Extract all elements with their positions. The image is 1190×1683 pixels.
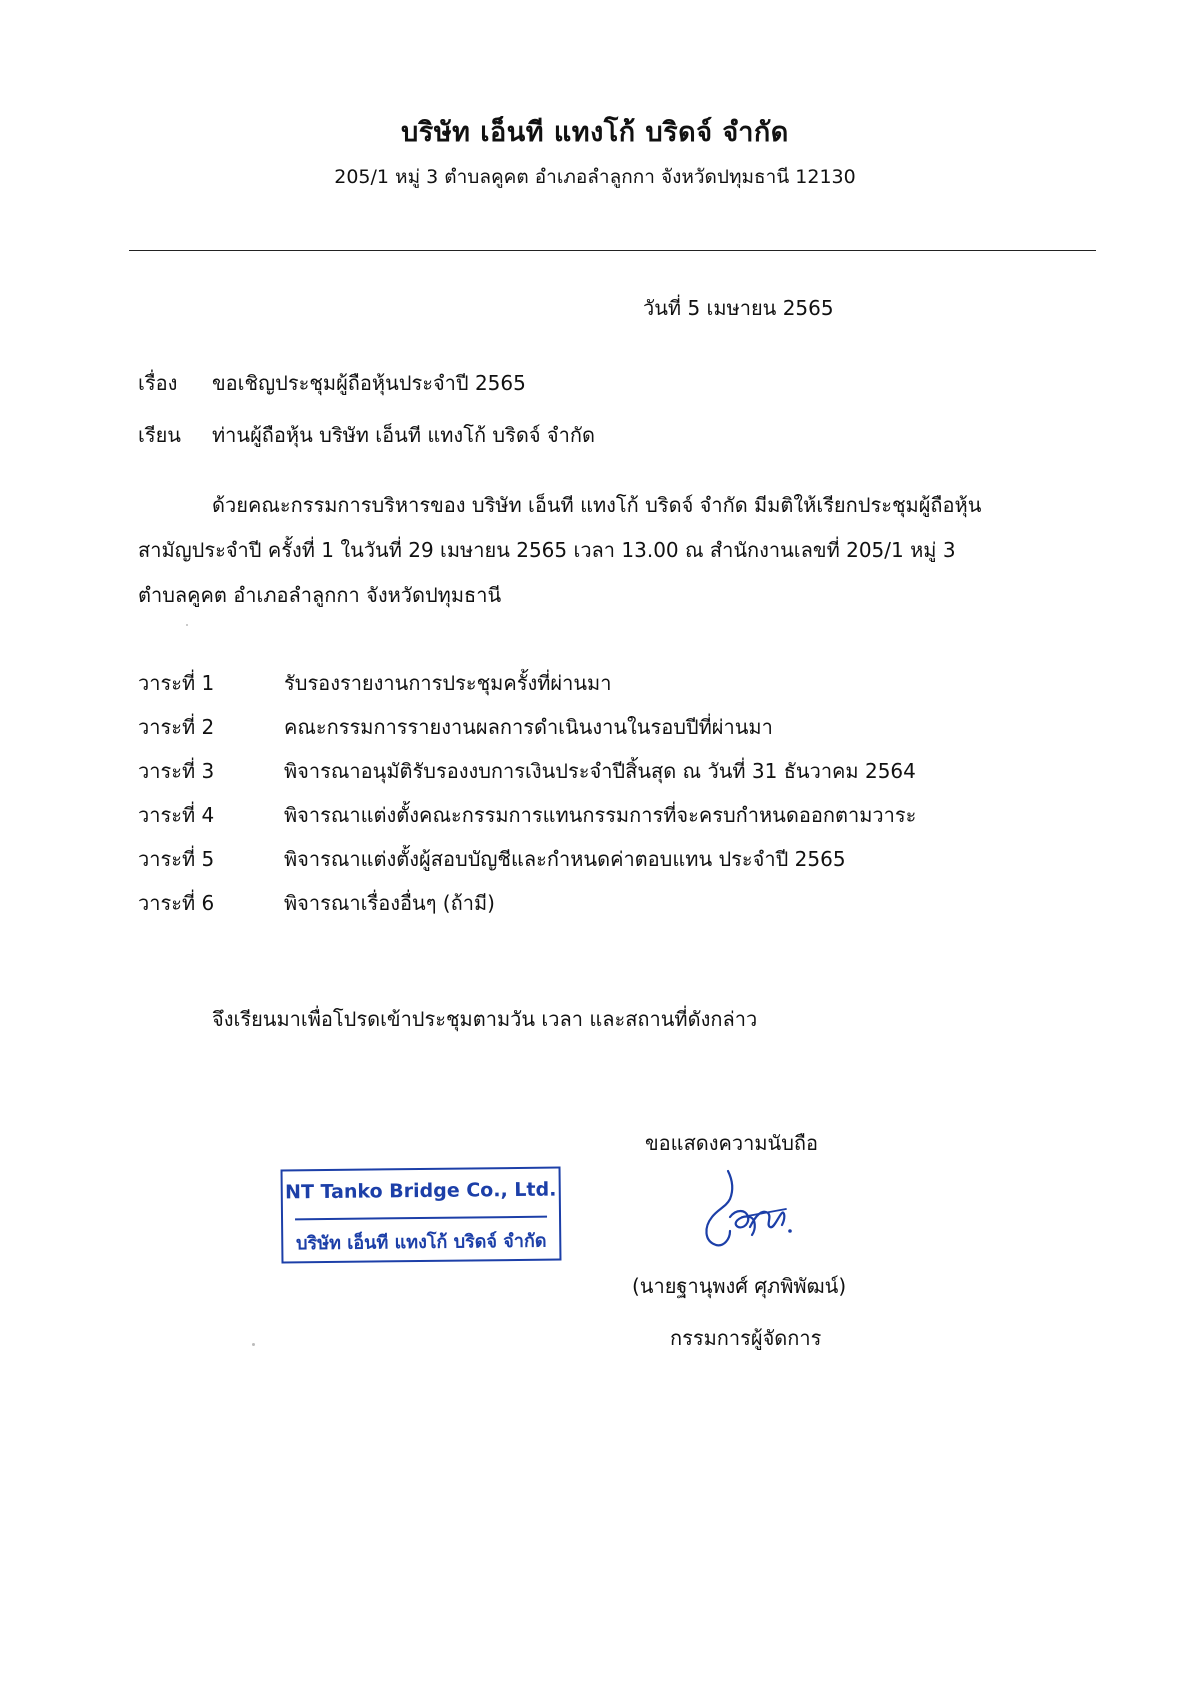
body-line-1: ด้วยคณะกรรมการบริหารของ บริษัท เอ็นที แทงโก้ บริดจ์ จำกัด มีมติให้เรียกประชุมผู้ถือหุ้น — [212, 493, 982, 517]
agenda-number: วาระที่ 1 — [138, 671, 215, 695]
stamp-english-name: NT Tanko Bridge Co., Ltd. — [285, 1178, 557, 1204]
agenda-text: คณะกรรมการรายงานผลการดำเนินงานในรอบปีที่ผ่านมา — [284, 715, 773, 739]
signature-mark — [690, 1165, 810, 1255]
agenda-number: วาระที่ 6 — [138, 891, 215, 915]
closing-sentence: จึงเรียนมาเพื่อโปรดเข้าประชุมตามวัน เวลา และสถานที่ดังกล่าว — [212, 1007, 758, 1031]
company-address: 205/1 หมู่ 3 ตำบลคูคต อำเภอลำลูกกา จังหวัดปทุมธานี 12130 — [334, 166, 856, 188]
recipient-text: ท่านผู้ถือหุ้น บริษัท เอ็นที แทงโก้ บริดจ์ จำกัด — [212, 423, 595, 447]
company-name-heading: บริษัท เอ็นที แทงโก้ บริดจ์ จำกัด — [401, 117, 789, 148]
subject-text: ขอเชิญประชุมผู้ถือหุ้นประจำปี 2565 — [212, 371, 526, 395]
subject-label: เรื่อง — [138, 371, 178, 395]
stamp-divider — [295, 1216, 547, 1221]
agenda-number: วาระที่ 3 — [138, 759, 215, 783]
agenda-text: พิจารณาเรื่องอื่นๆ (ถ้ามี) — [284, 891, 495, 915]
header-divider — [129, 250, 1096, 251]
agenda-number: วาระที่ 2 — [138, 715, 215, 739]
agenda-text: พิจารณาแต่งตั้งผู้สอบบัญชีและกำหนดค่าตอบแทน ประจำปี 2565 — [284, 847, 846, 871]
letter-date: วันที่ 5 เมษายน 2565 — [643, 296, 834, 320]
recipient-label: เรียน — [138, 423, 181, 447]
agenda-text: พิจารณาแต่งตั้งคณะกรรมการแทนกรรมการที่จะครบกำหนดออกตามวาระ — [284, 803, 917, 827]
scan-speck — [252, 1343, 255, 1346]
body-line-3: ตำบลคูคต อำเภอลำลูกกา จังหวัดปทุมธานี — [138, 583, 502, 607]
body-paragraph — [138, 483, 1038, 618]
scan-speck — [186, 624, 188, 626]
company-stamp — [281, 1167, 562, 1264]
body-line-2: สามัญประจำปี ครั้งที่ 1 ในวันที่ 29 เมษายน 2565 เวลา 13.00 ณ สำนักงานเลขที่ 205/1 หมู่ 3 — [138, 538, 956, 562]
stamp-thai-name: บริษัท เอ็นที แทงโก้ บริดจ์ จำกัด — [295, 1230, 547, 1255]
agenda-text: พิจารณาอนุมัติรับรองงบการเงินประจำปีสิ้นสุด ณ วันที่ 31 ธันวาคม 2564 — [284, 759, 916, 783]
signer-position: กรรมการผู้จัดการ — [670, 1326, 822, 1350]
signer-name: (นายฐานุพงศ์ ศุภพิพัฒน์) — [632, 1274, 847, 1298]
regards-text: ขอแสดงความนับถือ — [645, 1131, 819, 1155]
agenda-text: รับรองรายงานการประชุมครั้งที่ผ่านมา — [284, 671, 612, 695]
agenda-number: วาระที่ 5 — [138, 847, 215, 871]
agenda-number: วาระที่ 4 — [138, 803, 215, 827]
